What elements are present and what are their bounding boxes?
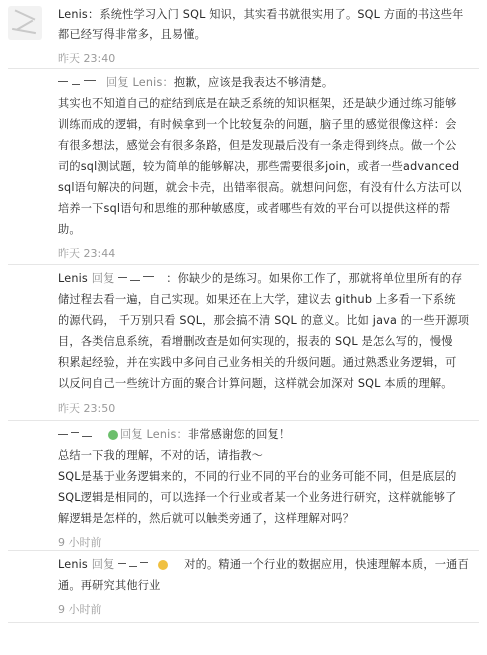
comment-header — [58, 268, 462, 289]
reply-label: 回复 Lenis： — [106, 76, 174, 89]
reply-label: 回复 — [91, 558, 115, 571]
comment-text: 助。 — [58, 223, 81, 236]
redacted-username-icon — [118, 560, 152, 571]
redacted-username-icon — [58, 430, 102, 441]
reply-label: 回复 Lenis： — [120, 428, 188, 441]
divider — [8, 68, 479, 69]
comment-text: sql语句解决的问题，就会卡壳，出错率很高。就想问问您，有没有什么方法可以 — [58, 181, 462, 194]
emoji-icon — [108, 430, 118, 440]
divider — [8, 550, 479, 551]
comment-text: 培养一下sql语句和思维的那种敏感度，或者哪些有效的平台可以提供这样的帮 — [58, 202, 451, 215]
comment-text: 储过程去看一遍，自己实现。如果还在上大学，建议去 github 上多看一下系统 — [58, 293, 456, 306]
comment-text: SQL逻辑是相同的，可以选择一个行业或者某一个业务进行研究，这样就能够了 — [58, 491, 457, 504]
comment-text: 对的。精通一个行业的数据应用，快速理解本质，一通百 — [184, 558, 469, 571]
timestamp: 9 小时前 — [58, 603, 102, 616]
reply-label: 回复 — [91, 272, 115, 285]
comment-text: 解逻辑是怎样的，然后就可以触类旁通了，这样理解对吗？ — [58, 512, 355, 525]
comment-header — [58, 72, 333, 93]
comment-text: 通。再研究其他行业 — [58, 579, 161, 592]
comment-text: 有很多想法，感觉会有很多条路，但是发现最后没有一条走得到终点。做一个公 — [58, 139, 457, 152]
comment-text: 目，各类信息系统，看增删改查是如何实现的，报表的 SQL 是怎么写的，慢慢 — [58, 335, 453, 348]
comment-text: 司的sql测试题，较为简单的能够解决，那些需要很多join，或者一些advanced — [58, 160, 460, 173]
comment-text: 总结一下我的理解，不对的话，请指教～ — [58, 449, 263, 462]
comment-text: 都已经写得非常多，且易懂。 — [58, 28, 207, 41]
divider — [8, 264, 479, 265]
redacted-username-icon — [118, 274, 162, 285]
comment-text: 其实也不知道自己的症结到底是在缺乏系统的知识框架，还是缺少通过练习能够 — [58, 97, 457, 110]
comment-text: 以反问自己一些统计方面的聚合计算问题，这样就会加深对 SQL 本质的理解。 — [58, 377, 453, 390]
comment-text: 非常感谢您的回复！ — [187, 428, 291, 441]
timestamp: 昨天 23:50 — [58, 402, 116, 415]
comment-text: SQL是基于业务逻辑来的，不同的行业不同的平台的业务可能不同，但是底层的 — [58, 470, 457, 483]
divider — [8, 420, 479, 421]
comment-header — [58, 424, 290, 445]
timestamp: 昨天 23:44 — [58, 247, 116, 260]
comment-text: 的源代码， 千万别只看 SQL，那会搞不清 SQL 的意义。比如 java 的一些开源项 — [58, 314, 470, 327]
timestamp: 昨天 23:40 — [58, 52, 116, 65]
comment-text: ：你缺少的是练习。如果你工作了，那就将单位里所有的存 — [166, 272, 463, 285]
comment-text: 训练而成的逻辑，有时候拿到一个比较复杂的问题，脑子里的感觉很像这样：会 — [58, 118, 457, 131]
redacted-username-icon — [58, 78, 102, 89]
avatar[interactable] — [8, 6, 42, 40]
comment-text: 抱歉，应该是我表达不够清楚。 — [173, 76, 334, 89]
divider — [8, 622, 479, 623]
emoji-icon — [158, 560, 168, 570]
comment-text: Lenis：系统性学习入门 SQL 知识，其实看书就很实用了。SQL 方面的书这些年 — [58, 8, 464, 21]
author-name[interactable]: Lenis — [58, 272, 88, 285]
comment-header — [58, 554, 469, 575]
author-name[interactable]: Lenis — [58, 558, 88, 571]
timestamp: 9 小时前 — [58, 536, 102, 549]
comment-text: 积累起经验，并在实践中多问自己业务相关的升级问题。通过熟悉业务逻辑，可 — [58, 356, 457, 369]
